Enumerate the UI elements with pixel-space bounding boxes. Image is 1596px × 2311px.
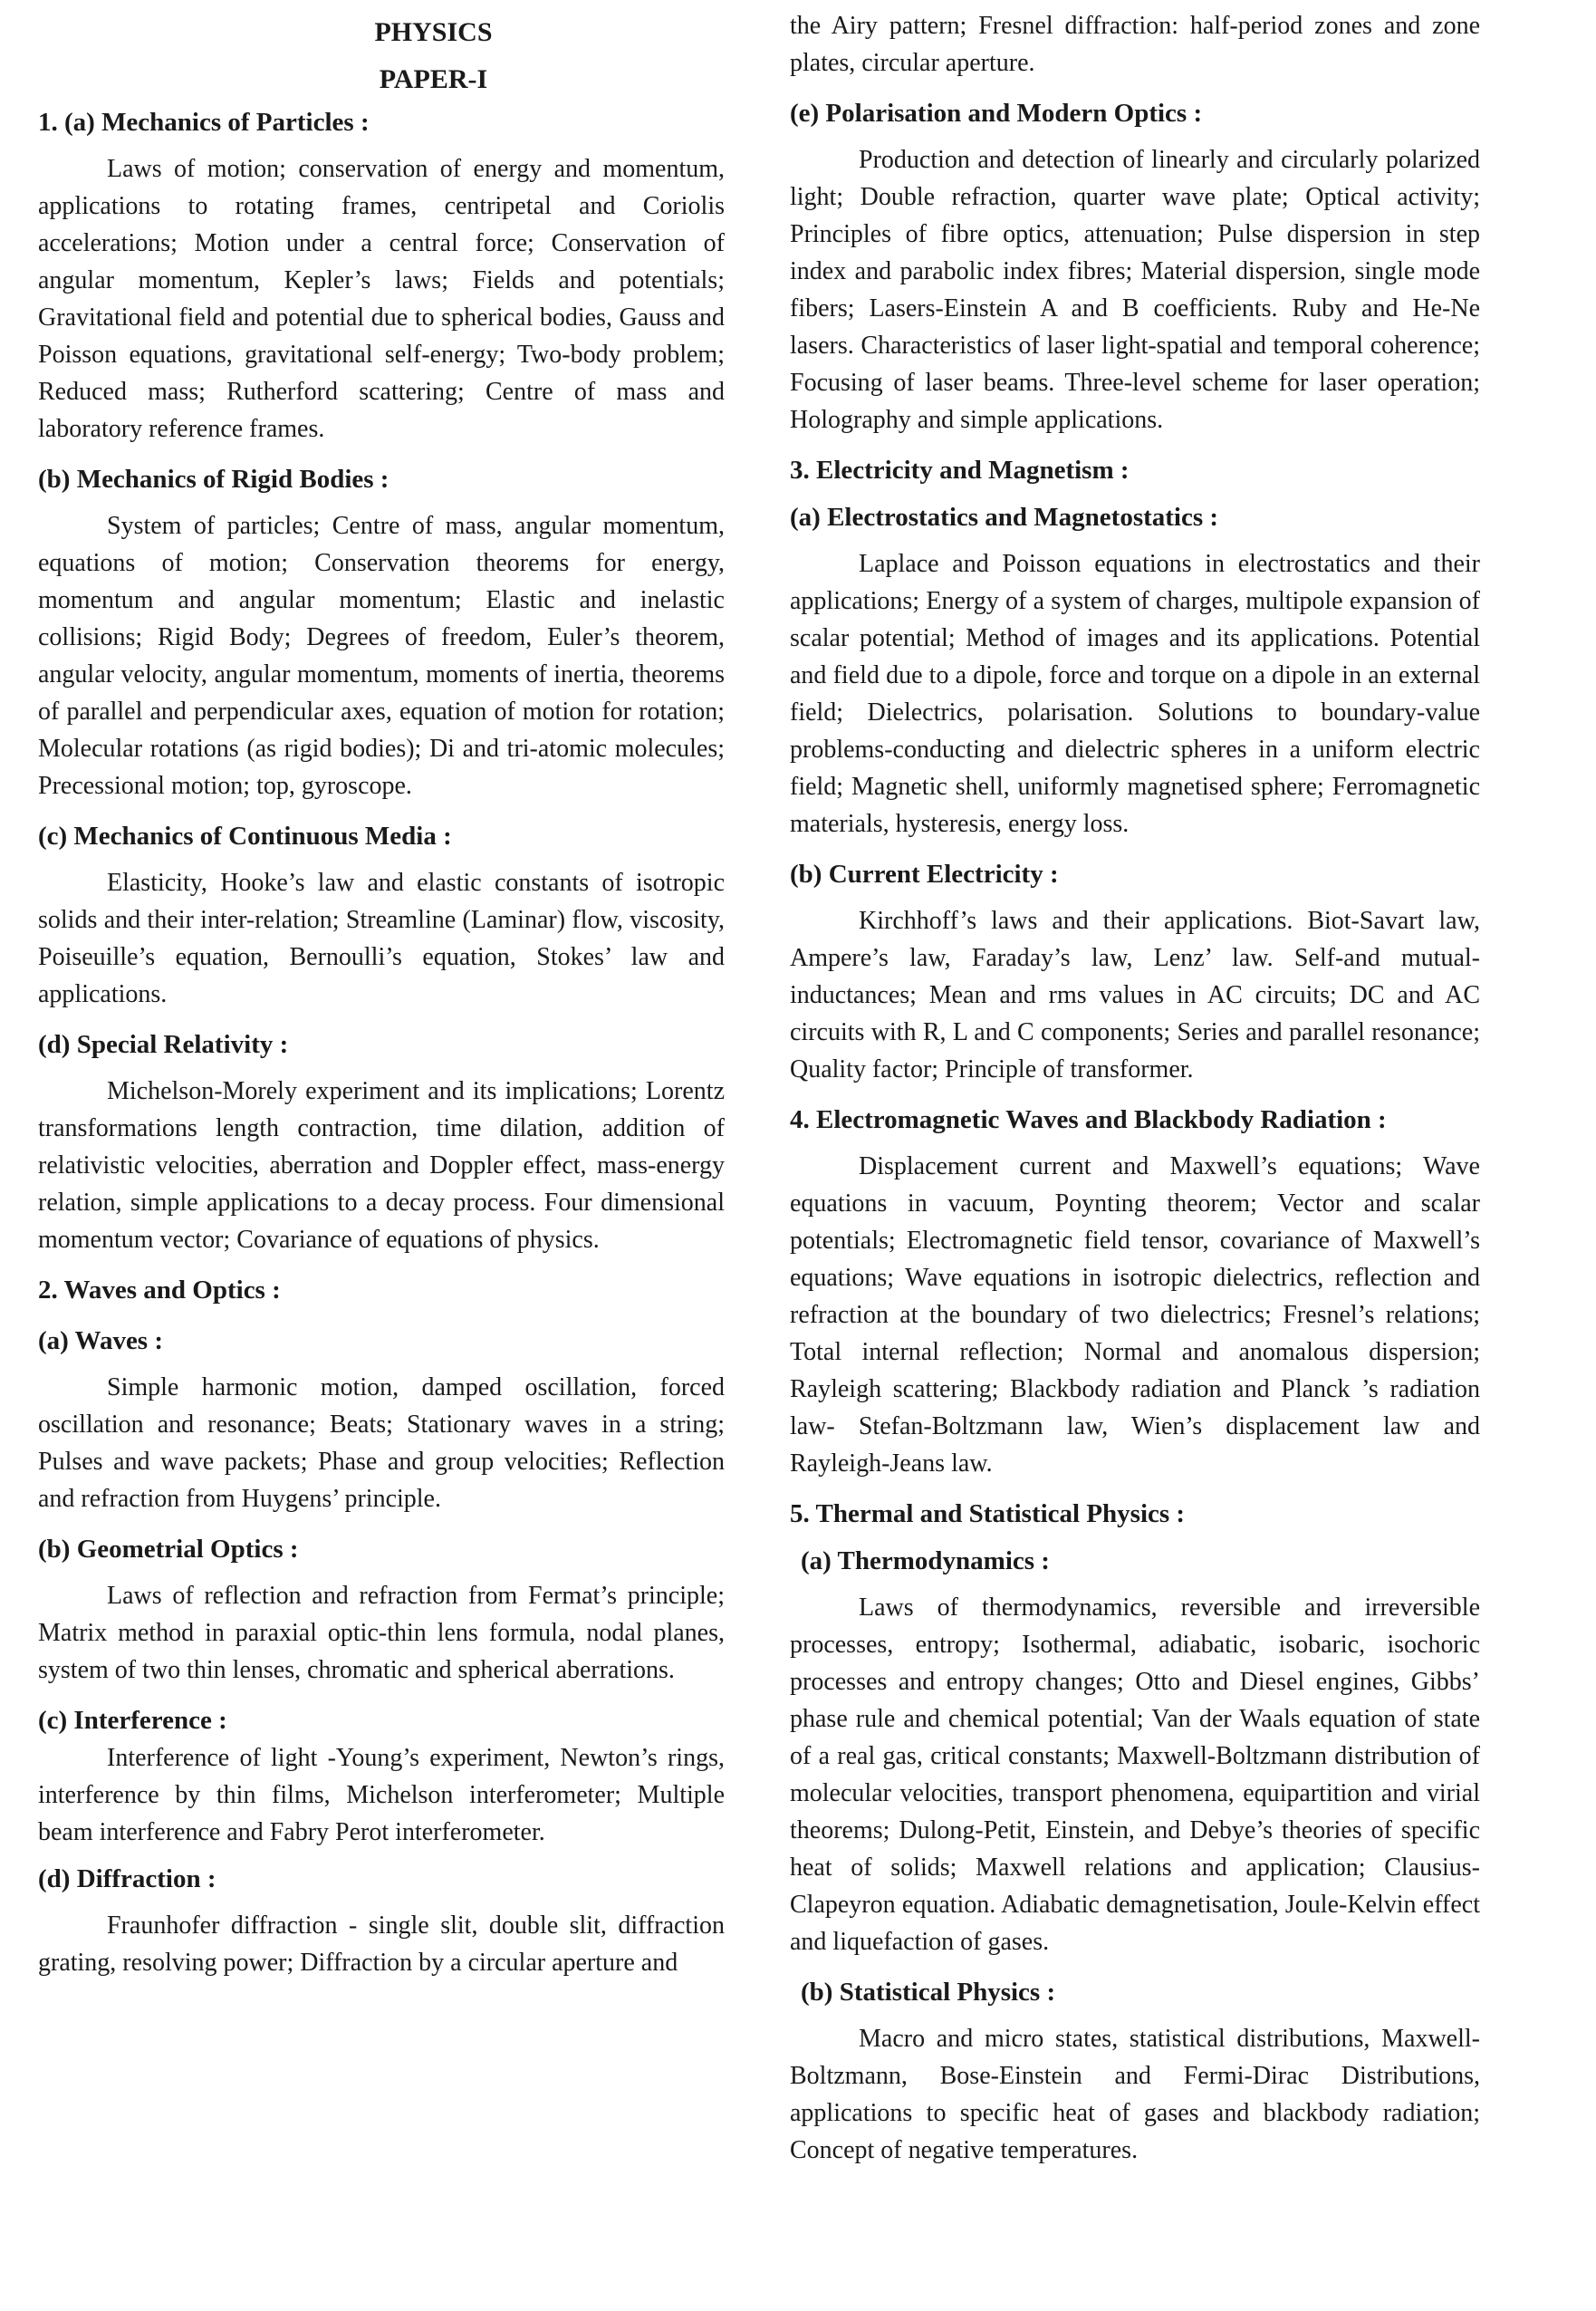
section-heading: (a) Waves : xyxy=(38,1326,164,1355)
section-heading: 3. Electricity and Magnetism : xyxy=(790,456,1130,485)
section-body: Michelson-Morely experiment and its implications; Lorentz transformations length contraction, time dilation, addition of relativistic velocities, aberration and Doppler effect, mass-energy relation, simple applications to a decay process. Four dimensional momentum vector; Covariance of equations of physics. xyxy=(38,1077,725,1254)
paper-title: PAPER-I xyxy=(379,64,488,94)
section-body: Laws of motion; conservation of energy and momentum, applications to rotating frames, centripetal and Coriolis accelerations; Motion under a central force; Conservation of angular momentum, Kepler’s laws; Fields and potentials; Gravitational field and potential due to spherical bodies, Gauss and Poisson equations, gravitational self-energy; Two-body problem; Reduced mass; Rutherford scattering; Centre of mass and laboratory reference frames. xyxy=(38,155,725,443)
section-heading: 1. (a) Mechanics of Particles : xyxy=(38,108,370,137)
section-body: Macro and micro states, statistical distributions, Maxwell-Boltzmann, Bose-Einstein and Fermi-Dirac Distributions, applications to specific heat of gases and blackbody radiation; Concept of negative temperatures. xyxy=(790,2025,1480,2164)
section-body: Interference of light -Young’s experiment, Newton’s rings, interference by thin films, Michelson interferometer; Multiple beam interference and Fabry Perot interferometer. xyxy=(38,1744,725,1846)
section-body: Laws of reflection and refraction from Fermat’s principle; Matrix method in paraxial optic-thin lens formula, nodal planes, system of two thin lenses, chromatic and spherical aberrations. xyxy=(38,1582,725,1684)
section-heading: 4. Electromagnetic Waves and Blackbody Radiation : xyxy=(790,1105,1387,1134)
section-heading: (a) Electrostatics and Magnetostatics : xyxy=(790,503,1219,532)
section-heading: (a) Thermodynamics : xyxy=(801,1546,1050,1575)
section-body: Displacement current and Maxwell’s equations; Wave equations in vacuum, Poynting theorem; Vector and scalar potentials; Electromagnetic field tensor, covariance of Maxwell’s equations; Wave equations in isotropic dielectrics, reflection and refraction at the boundary of two dielectrics; Fresnel’s relations; Total internal reflection; Normal and anomalous dispersion; Rayleigh scattering; Blackbody radiation and Planck ’s radiation law- Stefan-Boltzmann law, Wien’s displacement law and Rayleigh-Jeans law. xyxy=(790,1152,1480,1478)
right-column xyxy=(790,0,1480,2169)
section-heading: (d) Diffraction : xyxy=(38,1864,216,1893)
section-heading: (b) Mechanics of Rigid Bodies : xyxy=(38,465,389,494)
section-heading: (c) Interference : xyxy=(38,1706,227,1735)
section-heading: (d) Special Relativity : xyxy=(38,1030,289,1059)
section-heading: 2. Waves and Optics : xyxy=(38,1276,281,1305)
subject-title: PHYSICS xyxy=(374,17,493,47)
section-heading: (e) Polarisation and Modern Optics : xyxy=(790,99,1203,128)
section-body: Kirchhoff’s laws and their applications. Biot-Savart law, Ampere’s law, Faraday’s law, Lenz’ law. Self-and mutual-inductances; Mean and rms values in AC circuits; DC and AC circuits with R, L and C components; Series and parallel resonance; Quality factor; Principle of transformer. xyxy=(790,907,1480,1083)
section-body-continued: the Airy pattern; Fresnel diffraction: half-period zones and zone plates, circular aperture. xyxy=(790,12,1480,77)
section-body: Fraunhofer diffraction - single slit, double slit, diffraction grating, resolving power; Diffraction by a circular aperture and xyxy=(38,1911,725,1977)
section-body: Production and detection of linearly and circularly polarized light; Double refraction, quarter wave plate; Optical activity; Principles of fibre optics, attenuation; Pulse dispersion in step index and parabolic index fibres; Material dispersion, single mode fibers; Lasers-Einstein A and B coefficients. Ruby and He-Ne lasers. Characteristics of laser light-spatial and temporal coherence; Focusing of laser beams. Three-level scheme for laser operation; Holography and simple applications. xyxy=(790,146,1480,434)
section-body: Laws of thermodynamics, reversible and irreversible processes, entropy; Isothermal, adiabatic, isobaric, isochoric processes and entropy changes; Otto and Diesel engines, Gibbs’ phase rule and chemical potential; Van der Waals equation of state of a real gas, critical constants; Maxwell-Boltzmann distribution of molecular velocities, transport phenomena, equipartition and virial theorems; Dulong-Petit, Einstein, and Debye’s theories of specific heat of solids; Maxwell relations and application; Clausius-Clapeyron equation. Adiabatic demagnetisation, Joule-Kelvin effect and liquefaction of gases. xyxy=(790,1594,1480,1956)
section-heading: (c) Mechanics of Continuous Media : xyxy=(38,822,452,851)
section-body: System of particles; Centre of mass, angular momentum, equations of motion; Conservation theorems for energy, momentum and angular momentum; Elastic and inelastic collisions; Rigid Body; Degrees of freedom, Euler’s theorem, angular velocity, angular momentum, moments of inertia, theorems of parallel and perpendicular axes, equation of motion for rotation; Molecular rotations (as rigid bodies); Di and tri-atomic molecules; Precessional motion; top, gyroscope. xyxy=(38,512,725,800)
section-heading: (b) Current Electricity : xyxy=(790,860,1059,889)
section-body: Simple harmonic motion, damped oscillation, forced oscillation and resonance; Beats; Stationary waves in a string; Pulses and wave packets; Phase and group velocities; Reflection and refraction from Huygens’ principle. xyxy=(38,1373,725,1513)
section-heading: (b) Statistical Physics : xyxy=(801,1978,1056,2007)
section-body: Laplace and Poisson equations in electrostatics and their applications; Energy of a system of charges, multipole expansion of scalar potential; Method of images and its applications. Potential and field due to a dipole, force and torque on a dipole in an external field; Dielectrics, polarisation. Solutions to boundary-value problems-conducting and dielectric spheres in a uniform electric field; Magnetic shell, uniformly magnetised sphere; Ferromagnetic materials, hysteresis, energy loss. xyxy=(790,550,1480,838)
section-body: Elasticity, Hooke’s law and elastic constants of isotropic solids and their inter-relation; Streamline (Laminar) flow, viscosity, Poiseuille’s equation, Bernoulli’s equation, Stokes’ law and applications. xyxy=(38,869,725,1008)
section-heading: (b) Geometrial Optics : xyxy=(38,1535,299,1564)
section-heading: 5. Thermal and Statistical Physics : xyxy=(790,1499,1186,1528)
left-column xyxy=(38,0,725,1981)
